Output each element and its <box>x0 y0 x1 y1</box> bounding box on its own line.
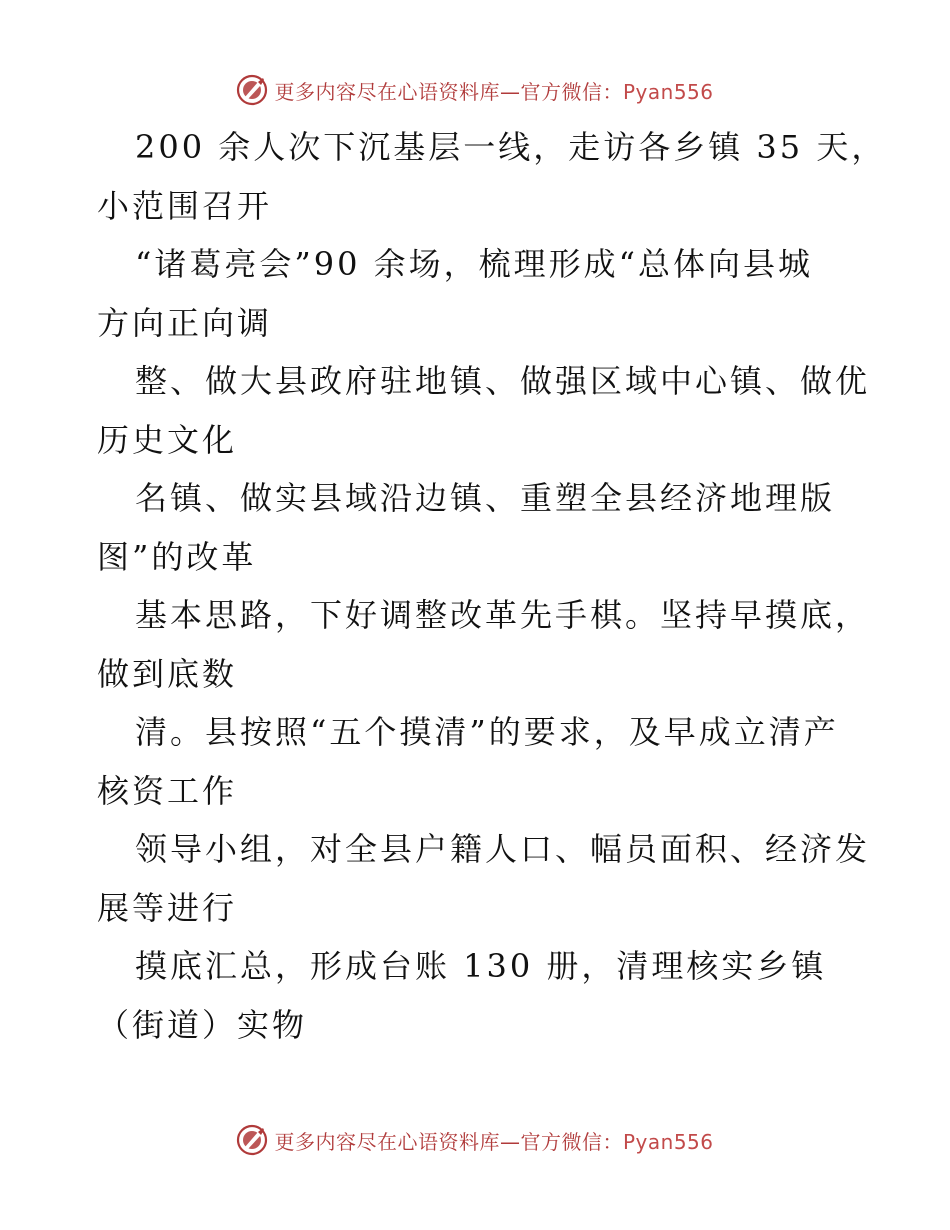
document-line: 摸底汇总，形成台账 130 册，清理核实乡镇 <box>135 947 827 985</box>
footer-banner-text: 更多内容尽在心语资料库—官方微信：Pyan556 <box>274 1129 714 1154</box>
footer-wechat-id: Pyan556 <box>622 1129 714 1154</box>
document-line: 领导小组，对全县户籍人口、幅员面积、经济发 <box>135 830 871 868</box>
document-line: 基本思路，下好调整改革先手棋。坚持早摸底， <box>135 596 871 634</box>
document-line: 名镇、做实县域沿边镇、重塑全县经济地理版 <box>135 479 836 517</box>
document-line: 历史文化 <box>97 420 238 459</box>
footer-banner <box>0 1120 950 1160</box>
document-line: 清。县按照“五个摸清”的要求，及早成立清产 <box>135 713 839 751</box>
document-line: 方向正向调 <box>97 303 273 342</box>
document-line: 做到底数 <box>97 654 238 693</box>
document-line: 图”的改革 <box>97 537 257 576</box>
document-line: 展等进行 <box>97 888 238 927</box>
document-line: 核资工作 <box>97 771 238 810</box>
document-line: 整、做大县政府驻地镇、做强区域中心镇、做优 <box>135 362 871 400</box>
document-line: 200 余人次下沉基层一线，走访各乡镇 35 天， <box>135 128 887 166</box>
header-banner <box>0 70 950 110</box>
document-line: 小范围召开 <box>97 186 273 225</box>
document-line: “诸葛亮会”90 余场，梳理形成“总体向县城 <box>135 245 813 283</box>
quill-seal-icon <box>236 1124 268 1156</box>
header-wechat-id: Pyan556 <box>622 79 714 104</box>
document-body <box>97 118 887 1054</box>
header-banner-text: 更多内容尽在心语资料库—官方微信：Pyan556 <box>274 79 714 104</box>
document-line: （街道）实物 <box>97 1005 308 1044</box>
quill-seal-icon <box>236 74 268 106</box>
